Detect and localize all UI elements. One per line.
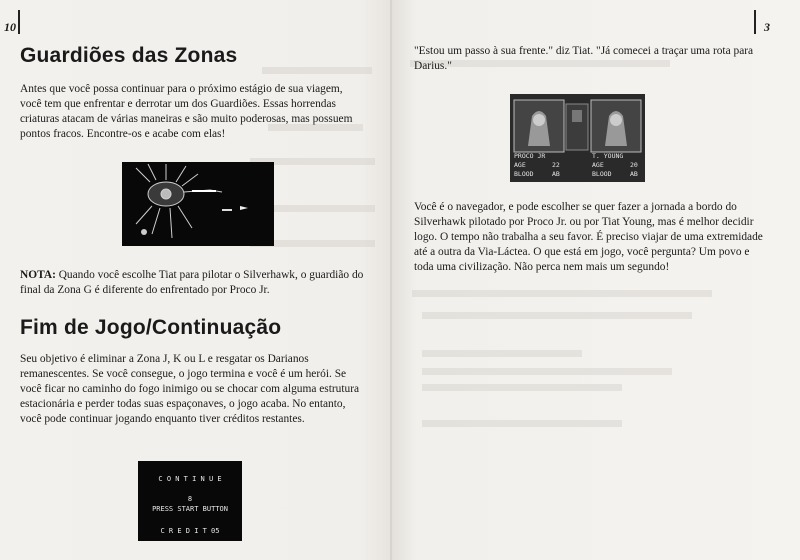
bleed-through xyxy=(422,368,672,375)
guardians-paragraph: Antes que você possa continuar para o próximo estágio de sua viagem, você tem que enfrentar e derrotar um dos Guardiões. Essas horrendas criaturas atacam de várias maneiras e são muito poderosas, mas possuem pontos fracos. Encontre-os e acabe com elas! xyxy=(20,83,353,140)
pilot-select-screenshot xyxy=(510,94,645,182)
continue-screenshot xyxy=(138,461,242,541)
bleed-through xyxy=(422,420,622,427)
boss-screenshot xyxy=(122,162,274,246)
age-label-right: AGE xyxy=(592,161,604,169)
section-title-guardians: Guardiões das Zonas xyxy=(20,44,238,67)
pilot-name-left: PROCO JR xyxy=(514,152,546,160)
right-page xyxy=(392,0,800,560)
press-start-label: PRESS START BUTTON xyxy=(152,505,228,513)
left-page xyxy=(0,0,392,560)
note-text: Quando você escolhe Tiat para pilotar o Silverhawk, o guardião do final da Zona G é diferente do enfrentado por Proco Jr. xyxy=(20,269,364,296)
credit-label: C R E D I T 05 xyxy=(160,527,220,535)
note-label: NOTA: xyxy=(20,269,56,281)
blood-value-right: AB xyxy=(630,170,638,178)
age-label-left: AGE xyxy=(514,161,526,169)
bleed-through xyxy=(412,290,712,297)
bleed-through xyxy=(422,384,622,391)
section-title-game-over: Fim de Jogo/Continuação xyxy=(20,316,282,339)
bleed-through xyxy=(422,312,692,319)
blood-label-left: BLOOD xyxy=(514,170,534,178)
game-over-paragraph: Seu objetivo é eliminar a Zona J, K ou L e resgatar os Darianos remanescentes. Se você consegue, o jogo termina e você é um herói. Se você ficar no caminho do fogo inimigo ou se chocar com alguma estrutura estacionária e perder todas suas espaçonaves, o jogo acaba. No entanto, você pode continuar jogando enquanto tiver créditos restantes. xyxy=(20,353,360,425)
age-value-left: 22 xyxy=(552,161,560,169)
header-rule xyxy=(754,10,756,34)
age-value-right: 20 xyxy=(630,161,638,169)
bleed-through xyxy=(422,350,582,357)
pilot-name-right: T. YOUNG xyxy=(592,152,624,160)
blood-label-right: BLOOD xyxy=(592,170,612,178)
tiat-quote: "Estou um passo à sua frente." diz Tiat. "Já comecei a traçar uma rota para Darius." xyxy=(414,45,754,72)
navigator-paragraph: Você é o navegador, e pode escolher se quer fazer a jornada a bordo do Silverhawk pilotado por Proco Jr. ou por Tiat Young, mas é melhor decidir logo. O tempo não trabalha a seu favor. É preciso viajar de uma extremidade até a outra da Via-Láctea. O que está em jogo, você pergunta? Um povo e toda uma civilização. Não perca nem mais um segundo! xyxy=(414,201,763,273)
page-number: 10 xyxy=(4,20,16,34)
guardian-creature-icon xyxy=(122,162,274,246)
blood-value-left: AB xyxy=(552,170,560,178)
header-rule xyxy=(18,10,20,34)
pilot-portraits-icon xyxy=(510,94,645,182)
note-paragraph xyxy=(20,268,365,298)
continue-label: C O N T I N U E xyxy=(158,475,222,483)
bleed-through xyxy=(262,67,372,74)
countdown-number: 8 xyxy=(187,495,193,503)
page-number: 3 xyxy=(764,20,770,34)
